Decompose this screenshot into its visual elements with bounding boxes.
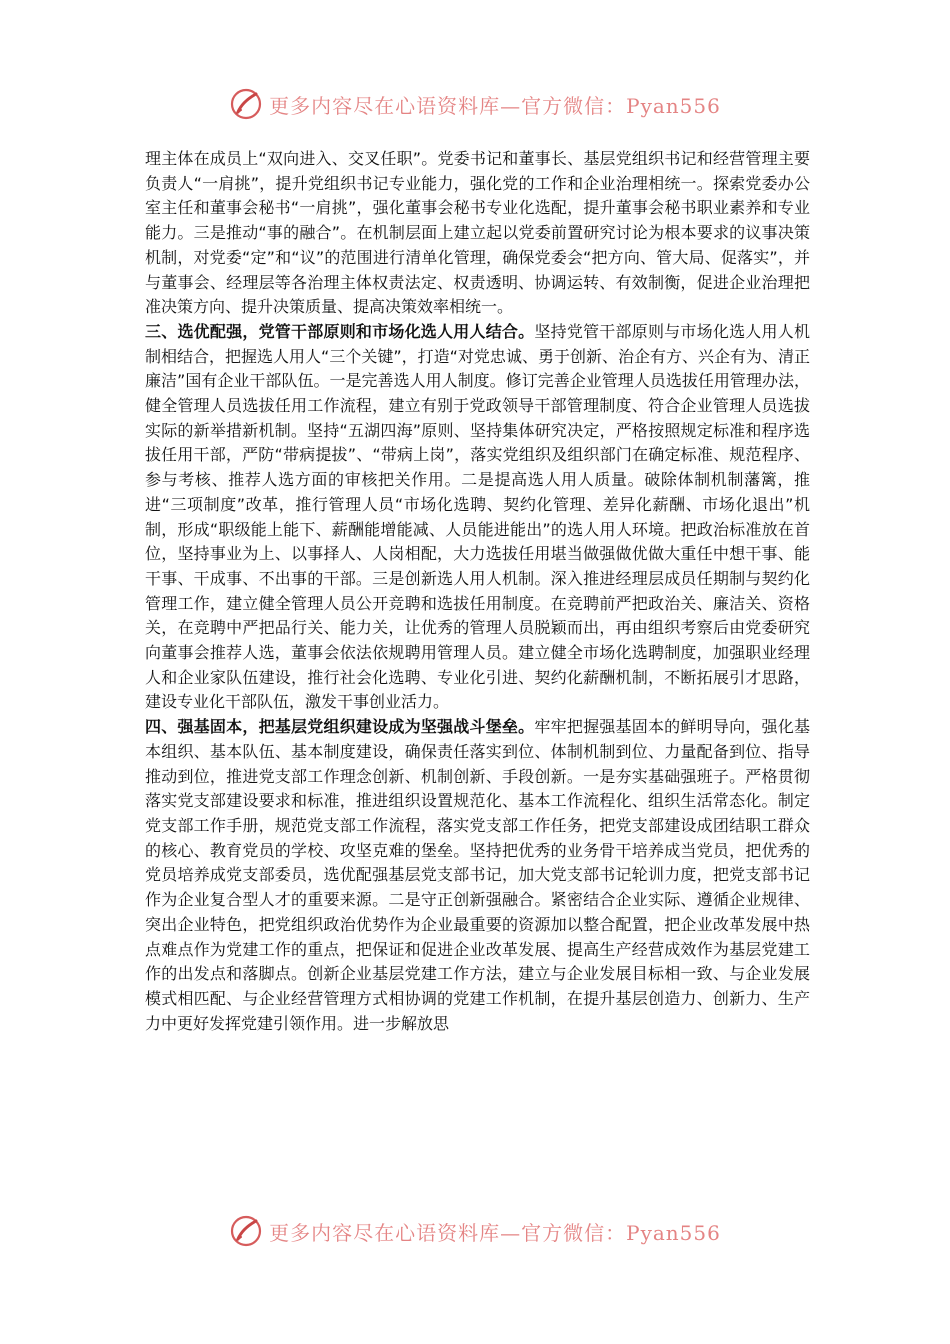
- watermark-inner: [229, 1214, 721, 1248]
- section-three: [145, 320, 810, 715]
- section-three-text: 坚持党管干部原则与市场化选人用人机制相结合，把握选人用人“三个关键”，打造“对党忠诚、勇于创新、治企有方、兴企有为、清正廉洁”国有企业干部队伍。一是完善选人用人制度。修订完善企业管理人员选拔任用管理办法，健全管理人员选拔任用工作流程，建立有别于党政领导干部管理制度、符合企业管理人员选拔实际的新举措新机制。坚持“五湖四海”原则、坚持集体研究决定，严格按照规定标准和程序选拔任用干部，严防“带病提拔”、“带病上岗”，落实党组织及组织部门在确定标准、规范程序、参与考核、推荐人选方面的审核把关作用。二是提高选人用人质量。破除体制机制藩篱，推进“三项制度”改革，推行管理人员“市场化选聘、契约化管理、差异化薪酬、市场化退出”机制，形成“职级能上能下、薪酬能增能减、人员能进能出”的选人用人环境。把政治标准放在首位，坚持事业为上、以事择人、人岗相配，大力选拔任用堪当做强做优做大重任中想干事、能干事、干成事、不出事的干部。三是创新选人用人机制。深入推进经理层成员任期制与契约化管理工作，建立健全管理人员公开竞聘和选拔任用制度。在竞聘前严把政治关、廉洁关、资格关，在竞聘中严把品行关、能力关，让优秀的管理人员脱颖而出，再由组织考察后由党委研究向董事会推荐人选，董事会依法依规聘用管理人员。建立健全市场化选聘制度，加强职业经理人和企业家队伍建设，推行社会化选聘、专业化引进、契约化薪酬机制，不断拓展引才思路，建设专业化干部队伍，激发干事创业活力。: [145, 321, 810, 712]
- watermark-footer: [0, 1211, 950, 1251]
- watermark-text: 更多内容尽在心语资料库—官方微信：Pyan556: [269, 1220, 721, 1245]
- paragraph-continuation: 理主体在成员上“双向进入、交叉任职”。党委书记和董事长、基层党组织书记和经营管理主要负责人“一肩挑”，提升党组织书记专业能力，强化党的工作和企业治理相统一。探索党委办公室主任和董事会秘书“一肩挑”，强化董事会秘书专业化选配，提升董事会秘书职业素养和专业能力。三是推动“事的融合”。在机制层面上建立起以党委前置研究讨论为根本要求的议事决策机制，对党委“定”和“议”的范围进行清单化管理，确保党委会“把方向、管大局、促落实”，并与董事会、经理层等各治理主体权责法定、权责透明、协调运转、有效制衡，促进企业治理把准决策方向、提升决策质量、提高决策效率相统一。: [145, 149, 810, 317]
- section-four-text: 牢牢把握强基固本的鲜明导向，强化基本组织、基本队伍、基本制度建设，确保责任落实到位、体制机制到位、力量配备到位、指导推动到位，推进党支部工作理念创新、机制创新、手段创新。一是夯实基础强班子。严格贯彻落实党支部建设要求和标准，推进组织设置规范化、基本工作流程化、组织生活常态化。制定党支部工作手册，规范党支部工作流程，落实党支部工作任务，把党支部建设成团结职工群众的核心、教育党员的学校、攻坚克难的堡垒。坚持把优秀的业务骨干培养成当党员，把优秀的党员培养成党支部委员，选优配强基层党支部书记，加大党支部书记轮训力度，把党支部书记作为企业复合型人才的重要来源。二是守正创新强融合。紧密结合企业实际、遵循企业规律、突出企业特色，把党组织政治优势作为企业最重要的资源加以整合配置，把企业改革发展中热点难点作为党建工作的重点，把保证和促进企业改革发展、提高生产经营成效作为基层党建工作的出发点和落脚点。创新企业基层党建工作方法，建立与企业发展目标相一致、与企业发展模式相匹配、与企业经营管理方式相协调的党建工作机制，在提升基层创造力、创新力、生产力中更好发挥党建引领作用。进一步解放思: [145, 717, 810, 1033]
- section-four: [145, 715, 810, 1036]
- section-three-heading: 三、选优配强，党管干部原则和市场化选人用人结合。: [145, 321, 535, 341]
- watermark-text: 更多内容尽在心语资料库—官方微信：Pyan556: [269, 93, 721, 118]
- brush-logo-icon: [229, 87, 263, 121]
- document-body: [145, 147, 810, 1036]
- section-four-heading: 四、强基固本，把基层党组织建设成为坚强战斗堡垒。: [145, 717, 535, 737]
- brush-logo-icon: [229, 1214, 263, 1248]
- watermark-inner: [229, 87, 721, 121]
- watermark-header: [0, 84, 950, 124]
